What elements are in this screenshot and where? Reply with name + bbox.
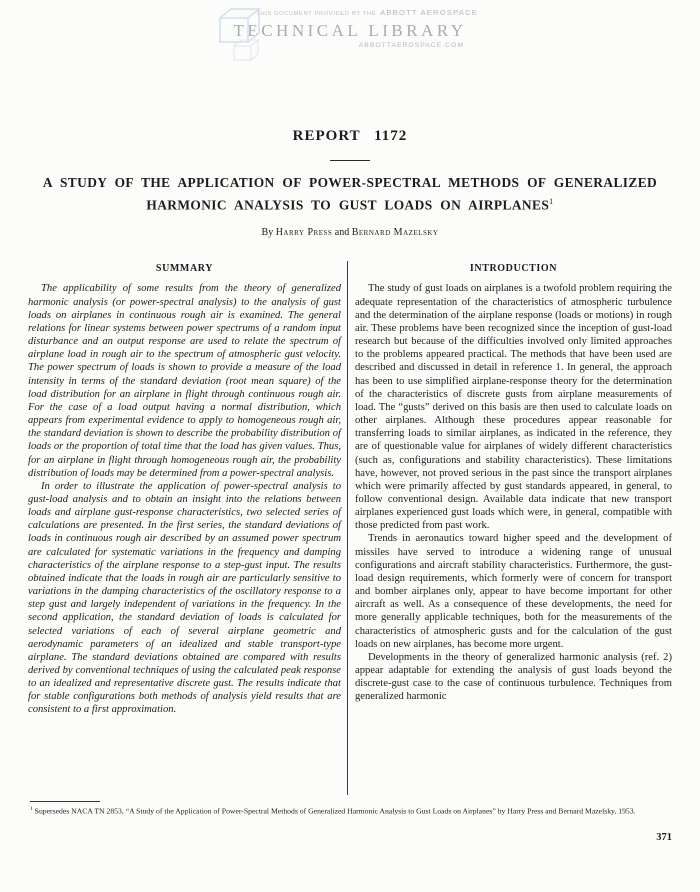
introduction-paragraph: Trends in aeronautics toward higher speed and the development of missiles have served to introduce a widening range of unusual configurations and aircraft stability characteristics. Furthermore, the gust-load design requirements, which formerly were of concern for transport and bomber airplanes only, appear to have become important for other aircraft as well. As a consequence of these developments, the need for more generally applicable techniques, both for the measurements of the characteristics of atmospheric gusts and for the calculation of the gust loads on new airplanes, has become more urgent. <box>355 533 672 650</box>
page-number: 371 <box>656 831 672 843</box>
byline-and: and <box>334 227 350 239</box>
byline <box>0 227 700 238</box>
report-title <box>40 174 660 214</box>
footnote-rule <box>30 801 100 802</box>
cube-watermark-icon <box>210 6 272 70</box>
footnote-mark: 1 <box>30 806 33 813</box>
report-title-line2: HARMONIC ANALYSIS TO GUST LOADS ON AIRPLANES <box>146 196 550 212</box>
byline-prefix: By <box>261 227 274 239</box>
footnote <box>30 805 672 816</box>
footnote-block <box>30 801 672 816</box>
title-rule <box>330 160 370 161</box>
author-2: Bernard Mazelsky <box>351 227 439 239</box>
author-1: Harry Press <box>275 227 333 239</box>
title-footnote-mark: 1 <box>549 196 554 206</box>
report-number: REPORT 1172 <box>292 128 408 144</box>
column-divider <box>347 261 348 795</box>
banner-url: ABBOTTAEROSPACE.COM <box>358 41 464 49</box>
summary-column <box>28 261 341 795</box>
summary-paragraph: In order to illustrate the application of power-spectral analysis to gust-load analysis and to obtain an insight into the relations between loads and airplane gust-response characteristics, two selected series of calculations are presented. In the first series, the standard deviations of loads in continuous rough air described by an assumed power spectrum are calculated for systematic variations in the frequency and damping characteristics of the airplane response to a step-gust input. The results obtained indicate that the loads in rough air are particularly sensitive to variations in the damping characteristics of the oscillatory response to a step gust and largely independent of variations in the frequency. In the second application, the standard deviation of loads is calculated for selected variations of each of several airplane geometric and aerodynamic parameters of an idealized and stable transport-type airplane. The standard deviations obtained are compared with results derived by conventional techniques of using the calculated peak response to an idealized and representative discrete gust. The results indicate that for stable configurations both methods of analysis yield results that are consistent to a first approximation. <box>28 480 341 716</box>
introduction-paragraph: The study of gust loads on airplanes is a twofold problem requiring the adequate representation of the characteristics of atmospheric turbulence and the determination of the airplane response (loads or motions) in rough air. These problems have been recognized since the inception of gust-load research but because of the difficulties involved only limited approaches to the problems appeared practical. The methods that have been used are described and discussed in detail in reference 1. In general, the approach has been to use simplified airplane-response theory for the determination of the characteristics of discrete gusts from airplane measurements of load. The “gusts” derived on this basis are then used to calculate loads on other airplanes. Although these procedures appear reasonable for transferring loads to similar airplanes, as indicated in the reference, they are of questionable value for airplanes of widely different characteristics (such as, configurations and stability characteristics). These limitations have, however, not proved serious in the past since the transport airplanes which were primarily affected by gust standards appeared, in general, to follow conventional design. Available data indicate that new transport airplanes experienced gust loads which were, in general, compatible with those predicted from past work. <box>355 283 672 532</box>
banner-library-title: TECHNICAL LIBRARY <box>233 21 467 41</box>
banner-company-text: ABBOTT AEROSPACE <box>380 8 478 17</box>
banner-provided-text: THIS DOCUMENT PROVIDED BY THE <box>256 11 377 17</box>
report-title-line1: A STUDY OF THE APPLICATION OF POWER-SPECTRAL METHODS OF GENERALIZED <box>42 175 658 190</box>
introduction-heading: INTRODUCTION <box>469 263 558 275</box>
two-column-body <box>28 261 672 795</box>
introduction-paragraph: Developments in the theory of generalized harmonic analysis (ref. 2) appear adaptable for extending the analysis of gust loads beyond the discrete-gust case to the case of continuous turbulence. Techniques from generalized harmonic <box>355 651 672 703</box>
summary-heading: SUMMARY <box>155 263 214 275</box>
footnote-text: Supersedes NACA TN 2853, “A Study of the Application of Power-Spectral Methods of Generalized Harmonic Analysis to Gust Loads on Airplanes” by Harry Press and Bernard Mazelsky, 1953. <box>32 807 636 817</box>
summary-paragraph: The applicability of some results from the theory of generalized harmonic analysis (or power-spectral analysis) to the analysis of gust loads on airplanes in continuous rough air is examined. The general relations for linear systems between power spectrums of a random input disturbance and an output response are used to relate the spectrum of airplane load in rough air to the spectrum of atmospheric gust velocity. The power spectrum of loads is shown to provide a measure of the load intensity in terms of the standard deviation (root mean square) of the load distribution for an airplane in flight through continuous rough air. For the case of a load output having a normal distribution, which appears from experimental evidence to apply to homogeneous rough air, the standard deviation is shown to describe the probability distribution of loads or the proportion of total time that the load has given values. Thus, for an airplane in flight through homogeneous rough air, the probability distribution of loads may be determined from a power-spectral analysis. <box>28 283 341 479</box>
introduction-column <box>355 261 672 795</box>
abbott-aerospace-banner <box>222 2 478 50</box>
